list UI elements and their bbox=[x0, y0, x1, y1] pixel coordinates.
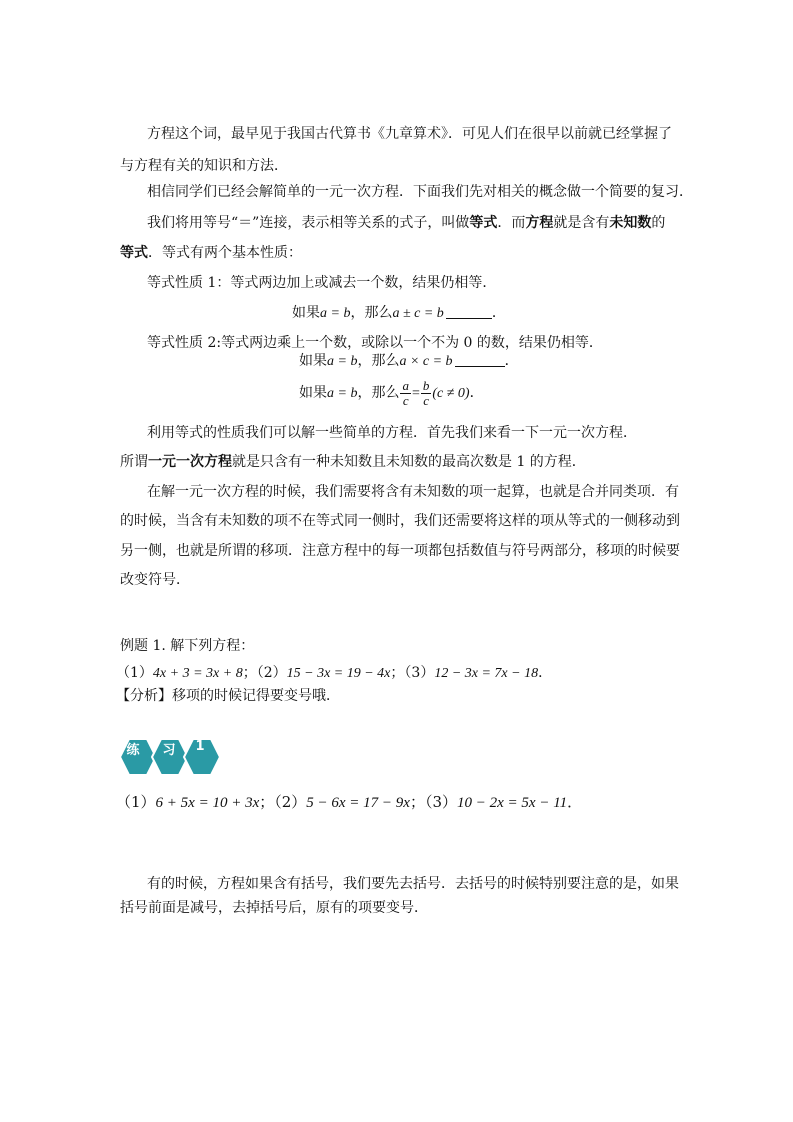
property-1-title: 等式性质 1：等式两边加上或减去一个数，结果仍相等． bbox=[147, 275, 497, 291]
fraction-a-over-c bbox=[400, 379, 411, 408]
brackets-paragraph-line-2: 括号前面是减号，去掉括号后，原有的项要变号． bbox=[120, 900, 428, 916]
definition-text: 就是只含有一种未知数且未知数的最高次数是 1 的方程． bbox=[232, 454, 586, 470]
definition-text: ．而 bbox=[497, 215, 526, 231]
definition-text: 我们将用等号“＝”连接，表示相等关系的式子，叫做 bbox=[147, 215, 470, 231]
formula-expression: a × c = b bbox=[399, 354, 453, 369]
brackets-paragraph-line-1: 有的时候，方程如果含有括号，我们要先去括号．去括号的时候特别要注意的是，如果 bbox=[147, 876, 679, 892]
badge-label-practice-1: 练 bbox=[126, 743, 140, 758]
linear-paragraph-line-2: 的时候，当含有未知数的项不在等式同一侧时，我们还需要将这样的项从等式的一侧移动到 bbox=[120, 513, 680, 529]
linear-definition bbox=[120, 452, 586, 472]
equation-1: 6 + 5x = 10 + 3x bbox=[155, 795, 260, 811]
definition-text: 所谓 bbox=[120, 454, 148, 470]
item-number: （1） bbox=[116, 665, 153, 681]
definition-text: 的 bbox=[651, 215, 666, 231]
property-2-title: 等式性质 2:等式两边乘上一个数，或除以一个不为 0 的数，结果仍相等． bbox=[147, 335, 603, 351]
equation-2: 15 − 3x = 19 − 4x bbox=[286, 666, 391, 681]
formula-text: ，那么 bbox=[350, 305, 393, 321]
numerator: b bbox=[422, 377, 430, 393]
definition-line-1 bbox=[147, 213, 665, 233]
definition-text: ．等式有两个基本性质： bbox=[148, 245, 302, 261]
fill-in-blank bbox=[455, 352, 505, 367]
denominator: c bbox=[423, 392, 429, 408]
linear-paragraph-line-3: 另一侧，也就是所谓的移项．注意方程中的每一项都包括数值与符号两部分，移项的时候要 bbox=[120, 543, 680, 559]
linear-intro: 利用等式的性质我们可以解一些简单的方程．首先我们来看一下一元一次方程． bbox=[147, 425, 637, 441]
term-linear-equation: 一元一次方程 bbox=[148, 454, 232, 470]
linear-paragraph-line-4: 改变符号． bbox=[120, 572, 190, 588]
denominator: c bbox=[402, 392, 409, 408]
equation-1: 4x + 3 = 3x + 8 bbox=[152, 666, 243, 681]
formula-condition: a = b bbox=[327, 354, 358, 369]
term-unknown: 未知数 bbox=[609, 215, 652, 231]
intro-paragraph-2: 相信同学们已经会解简单的一元一次方程．下面我们先对相关的概念做一个简要的复习． bbox=[147, 184, 693, 200]
fraction-b-over-c bbox=[421, 379, 432, 408]
term-equation-equality: 等式 bbox=[469, 215, 498, 231]
condition-c-nonzero: (c ≠ 0) bbox=[432, 386, 470, 401]
practice-equations bbox=[116, 792, 582, 813]
intro-paragraph-1-line-1: 方程这个词，最早见于我国古代算书《九章算术》．可见人们在很早以前就已经掌握了 bbox=[147, 126, 672, 142]
example-equations bbox=[116, 663, 552, 684]
term-equation: 方程 bbox=[525, 215, 554, 231]
example-title: 例题 1. 解下列方程： bbox=[120, 638, 255, 654]
formula-end: ． bbox=[469, 385, 484, 401]
formula-end: ． bbox=[567, 793, 583, 811]
definition-text: 就是含有 bbox=[553, 215, 610, 231]
equation-2: 5 − 6x = 17 − 9x bbox=[306, 795, 410, 811]
item-number: ；（2） bbox=[242, 665, 287, 681]
equation-3: 12 − 3x = 7x − 18 bbox=[434, 666, 539, 681]
definition-line-2 bbox=[120, 243, 302, 263]
intro-paragraph-1-line-2: 与方程有关的知识和方法． bbox=[120, 158, 288, 174]
formula-text: 如果 bbox=[292, 305, 320, 321]
formula-end: ． bbox=[491, 305, 506, 321]
property-1-formula bbox=[292, 303, 506, 324]
property-2-formula-1 bbox=[299, 351, 519, 372]
formula-text: 如果 bbox=[299, 385, 327, 401]
formula-text: ，那么 bbox=[357, 385, 400, 401]
badge-label-practice-2: 习 bbox=[162, 743, 176, 758]
formula-text: 如果 bbox=[299, 353, 327, 369]
formula-end: ． bbox=[538, 665, 553, 681]
formula-text: ，那么 bbox=[357, 353, 400, 369]
property-2-formula-2 bbox=[299, 377, 484, 410]
item-number: ；（3） bbox=[409, 793, 458, 811]
example-analysis: 【分析】移项的时候记得要变号哦． bbox=[116, 688, 340, 704]
formula-end: ． bbox=[504, 353, 519, 369]
term-equality: 等式 bbox=[120, 245, 148, 261]
numerator: a bbox=[402, 377, 409, 393]
item-number: ；（2） bbox=[259, 793, 307, 811]
formula-expression: a ± c = b bbox=[392, 306, 444, 321]
item-number: ；（3） bbox=[390, 665, 435, 681]
equation-3: 10 − 2x = 5x − 11 bbox=[457, 795, 568, 811]
formula-condition: a = b bbox=[320, 306, 351, 321]
formula-condition: a = b bbox=[327, 386, 358, 401]
item-number: （1） bbox=[116, 793, 156, 811]
practice-badge bbox=[117, 736, 227, 778]
fill-in-blank bbox=[446, 304, 492, 319]
equals-sign: = bbox=[411, 386, 420, 401]
linear-paragraph-line-1: 在解一元一次方程的时候，我们需要将含有未知数的项一起算，也就是合并同类项．有 bbox=[147, 484, 679, 500]
badge-label-number: 1 bbox=[195, 739, 205, 754]
